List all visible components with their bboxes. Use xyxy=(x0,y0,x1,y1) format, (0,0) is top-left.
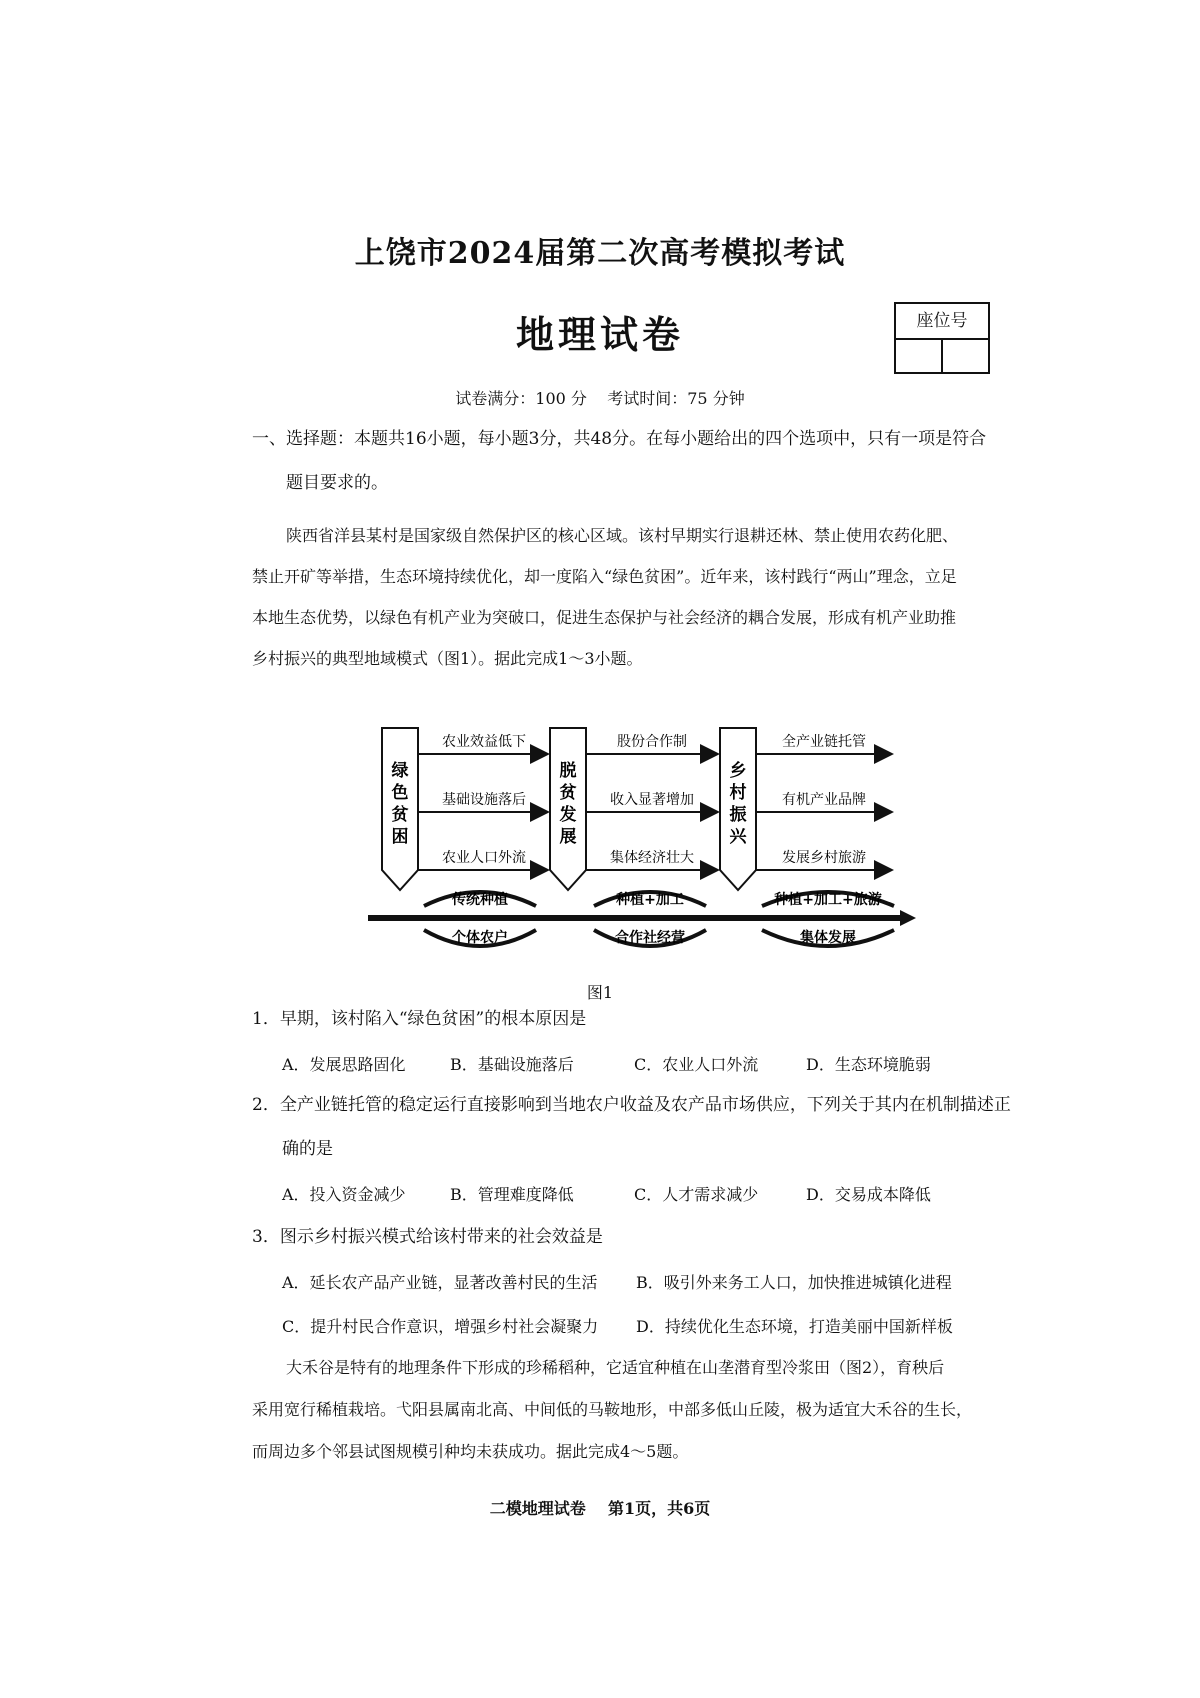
q2-option-a[interactable]: A．投入资金减少 xyxy=(282,1185,406,1204)
col2-label: 集体经济壮大 xyxy=(610,850,694,866)
col2-label: 股份合作制 xyxy=(617,734,687,750)
q1-option-b[interactable]: B．基础设施落后 xyxy=(450,1055,574,1074)
question-3-stem: 3．图示乡村振兴模式给该村带来的社会效益是 xyxy=(252,1227,603,1247)
passage-2-line: 采用宽行稀植栽培。弋阳县属南北高、中间低的马鞍地形，中部多低山丘陵，极为适宜大禾谷的生长， xyxy=(252,1400,973,1419)
col2-label: 收入显著增加 xyxy=(610,792,694,808)
passage-2 xyxy=(252,1358,1010,1462)
seat-number-cells xyxy=(896,340,988,374)
q2-option-d[interactable]: D．交易成本降低 xyxy=(806,1185,931,1204)
mode-label-below: 个体农户 xyxy=(452,930,508,946)
section-heading xyxy=(252,428,1012,494)
seat-cell-1[interactable] xyxy=(896,340,943,374)
seat-number-label: 座位号 xyxy=(896,304,988,340)
col3-label: 全产业链托管 xyxy=(782,734,866,750)
q3-option-d[interactable]: D．持续优化生态环境，打造美丽中国新样板 xyxy=(636,1317,953,1336)
question-1-stem: 1．早期，该村陷入“绿色贫困”的根本原因是 xyxy=(252,1009,587,1029)
question-1-options xyxy=(282,1052,931,1075)
question-2-options xyxy=(282,1182,931,1205)
passage-2-line: 而周边多个邻县试图规模引种均未获成功。据此完成4～5题。 xyxy=(252,1442,689,1461)
page-footer: 二模地理试卷 第1页，共6页 xyxy=(489,1499,711,1518)
q2-option-c[interactable]: C．人才需求减少 xyxy=(634,1185,759,1204)
passage-1-line: 本地生态优势，以绿色有机产业为突破口，促进生态保护与社会经济的耦合发展，形成有机产业助推 xyxy=(252,608,957,627)
q1-option-a[interactable]: A．发展思路固化 xyxy=(282,1055,406,1074)
seat-number-box xyxy=(894,302,990,374)
passage-1-line: 乡村振兴的典型地域模式（图1）。据此完成1～3小题。 xyxy=(252,649,643,668)
mode-label-above: 种植+加工 xyxy=(616,892,684,908)
stage-label-3: 乡村振兴 xyxy=(729,761,747,847)
passage-1-line: 禁止开矿等举措，生态环境持续优化，却一度陷入“绿色贫困”。近年来，该村践行“两山”理念，立足 xyxy=(252,567,957,586)
mode-label-above: 传统种植 xyxy=(452,892,508,908)
mode-label-above: 种植+加工+旅游 xyxy=(774,892,882,908)
col1-label: 农业人口外流 xyxy=(442,850,526,866)
col3-label: 发展乡村旅游 xyxy=(782,850,866,866)
passage-1 xyxy=(252,526,1010,669)
mode-label-below: 合作社经营 xyxy=(615,930,685,946)
seat-cell-2[interactable] xyxy=(943,340,988,374)
q3-option-b[interactable]: B．吸引外来务工人口，加快推进城镇化进程 xyxy=(636,1273,952,1292)
q3-option-a[interactable]: A．延长农产品产业链，显著改善村民的生活 xyxy=(282,1273,598,1292)
score-info: 试卷满分：100 分 考试时间：75 分钟 xyxy=(455,389,745,408)
stage-label-1: 绿色贫困 xyxy=(391,761,409,847)
q1-option-c[interactable]: C．农业人口外流 xyxy=(634,1055,759,1074)
figure-1-caption: 图1 xyxy=(586,983,614,1002)
figure-1-diagram xyxy=(360,718,920,968)
q2-option-b[interactable]: B．管理难度降低 xyxy=(450,1185,574,1204)
mode-label-below: 集体发展 xyxy=(800,930,856,946)
section-line-1: 一、选择题：本题共16小题，每小题3分，共48分。在每小题给出的四个选项中，只有一项是符合 xyxy=(252,429,987,449)
section-line-2: 题目要求的。 xyxy=(286,473,388,493)
q3-option-c[interactable]: C．提升村民合作意识，增强乡村社会凝聚力 xyxy=(282,1317,599,1336)
exam-title: 上饶市2024届第二次高考模拟考试 xyxy=(354,236,846,271)
question-3-options-row2 xyxy=(282,1314,953,1337)
q1-option-d[interactable]: D．生态环境脆弱 xyxy=(806,1055,931,1074)
question-2-stem: 2．全产业链托管的稳定运行直接影响到当地农户收益及农产品市场供应，下列关于其内在机制描述正 xyxy=(252,1095,1011,1115)
passage-2-line: 大禾谷是特有的地理条件下形成的珍稀稻种，它适宜种植在山垄潜育型冷浆田（图2），育秧后 xyxy=(286,1358,945,1377)
subject-title: 地理试卷 xyxy=(515,312,684,357)
col3-label: 有机产业品牌 xyxy=(782,792,866,808)
stage-label-2: 脱贫发展 xyxy=(559,761,577,847)
question-2-stem-cont: 确的是 xyxy=(282,1139,333,1159)
passage-1-line: 陕西省洋县某村是国家级自然保护区的核心区域。该村早期实行退耕还林、禁止使用农药化肥、 xyxy=(286,526,959,545)
question-3-options-row1 xyxy=(282,1270,952,1293)
col1-label: 基础设施落后 xyxy=(442,792,526,808)
col1-label: 农业效益低下 xyxy=(442,734,526,750)
